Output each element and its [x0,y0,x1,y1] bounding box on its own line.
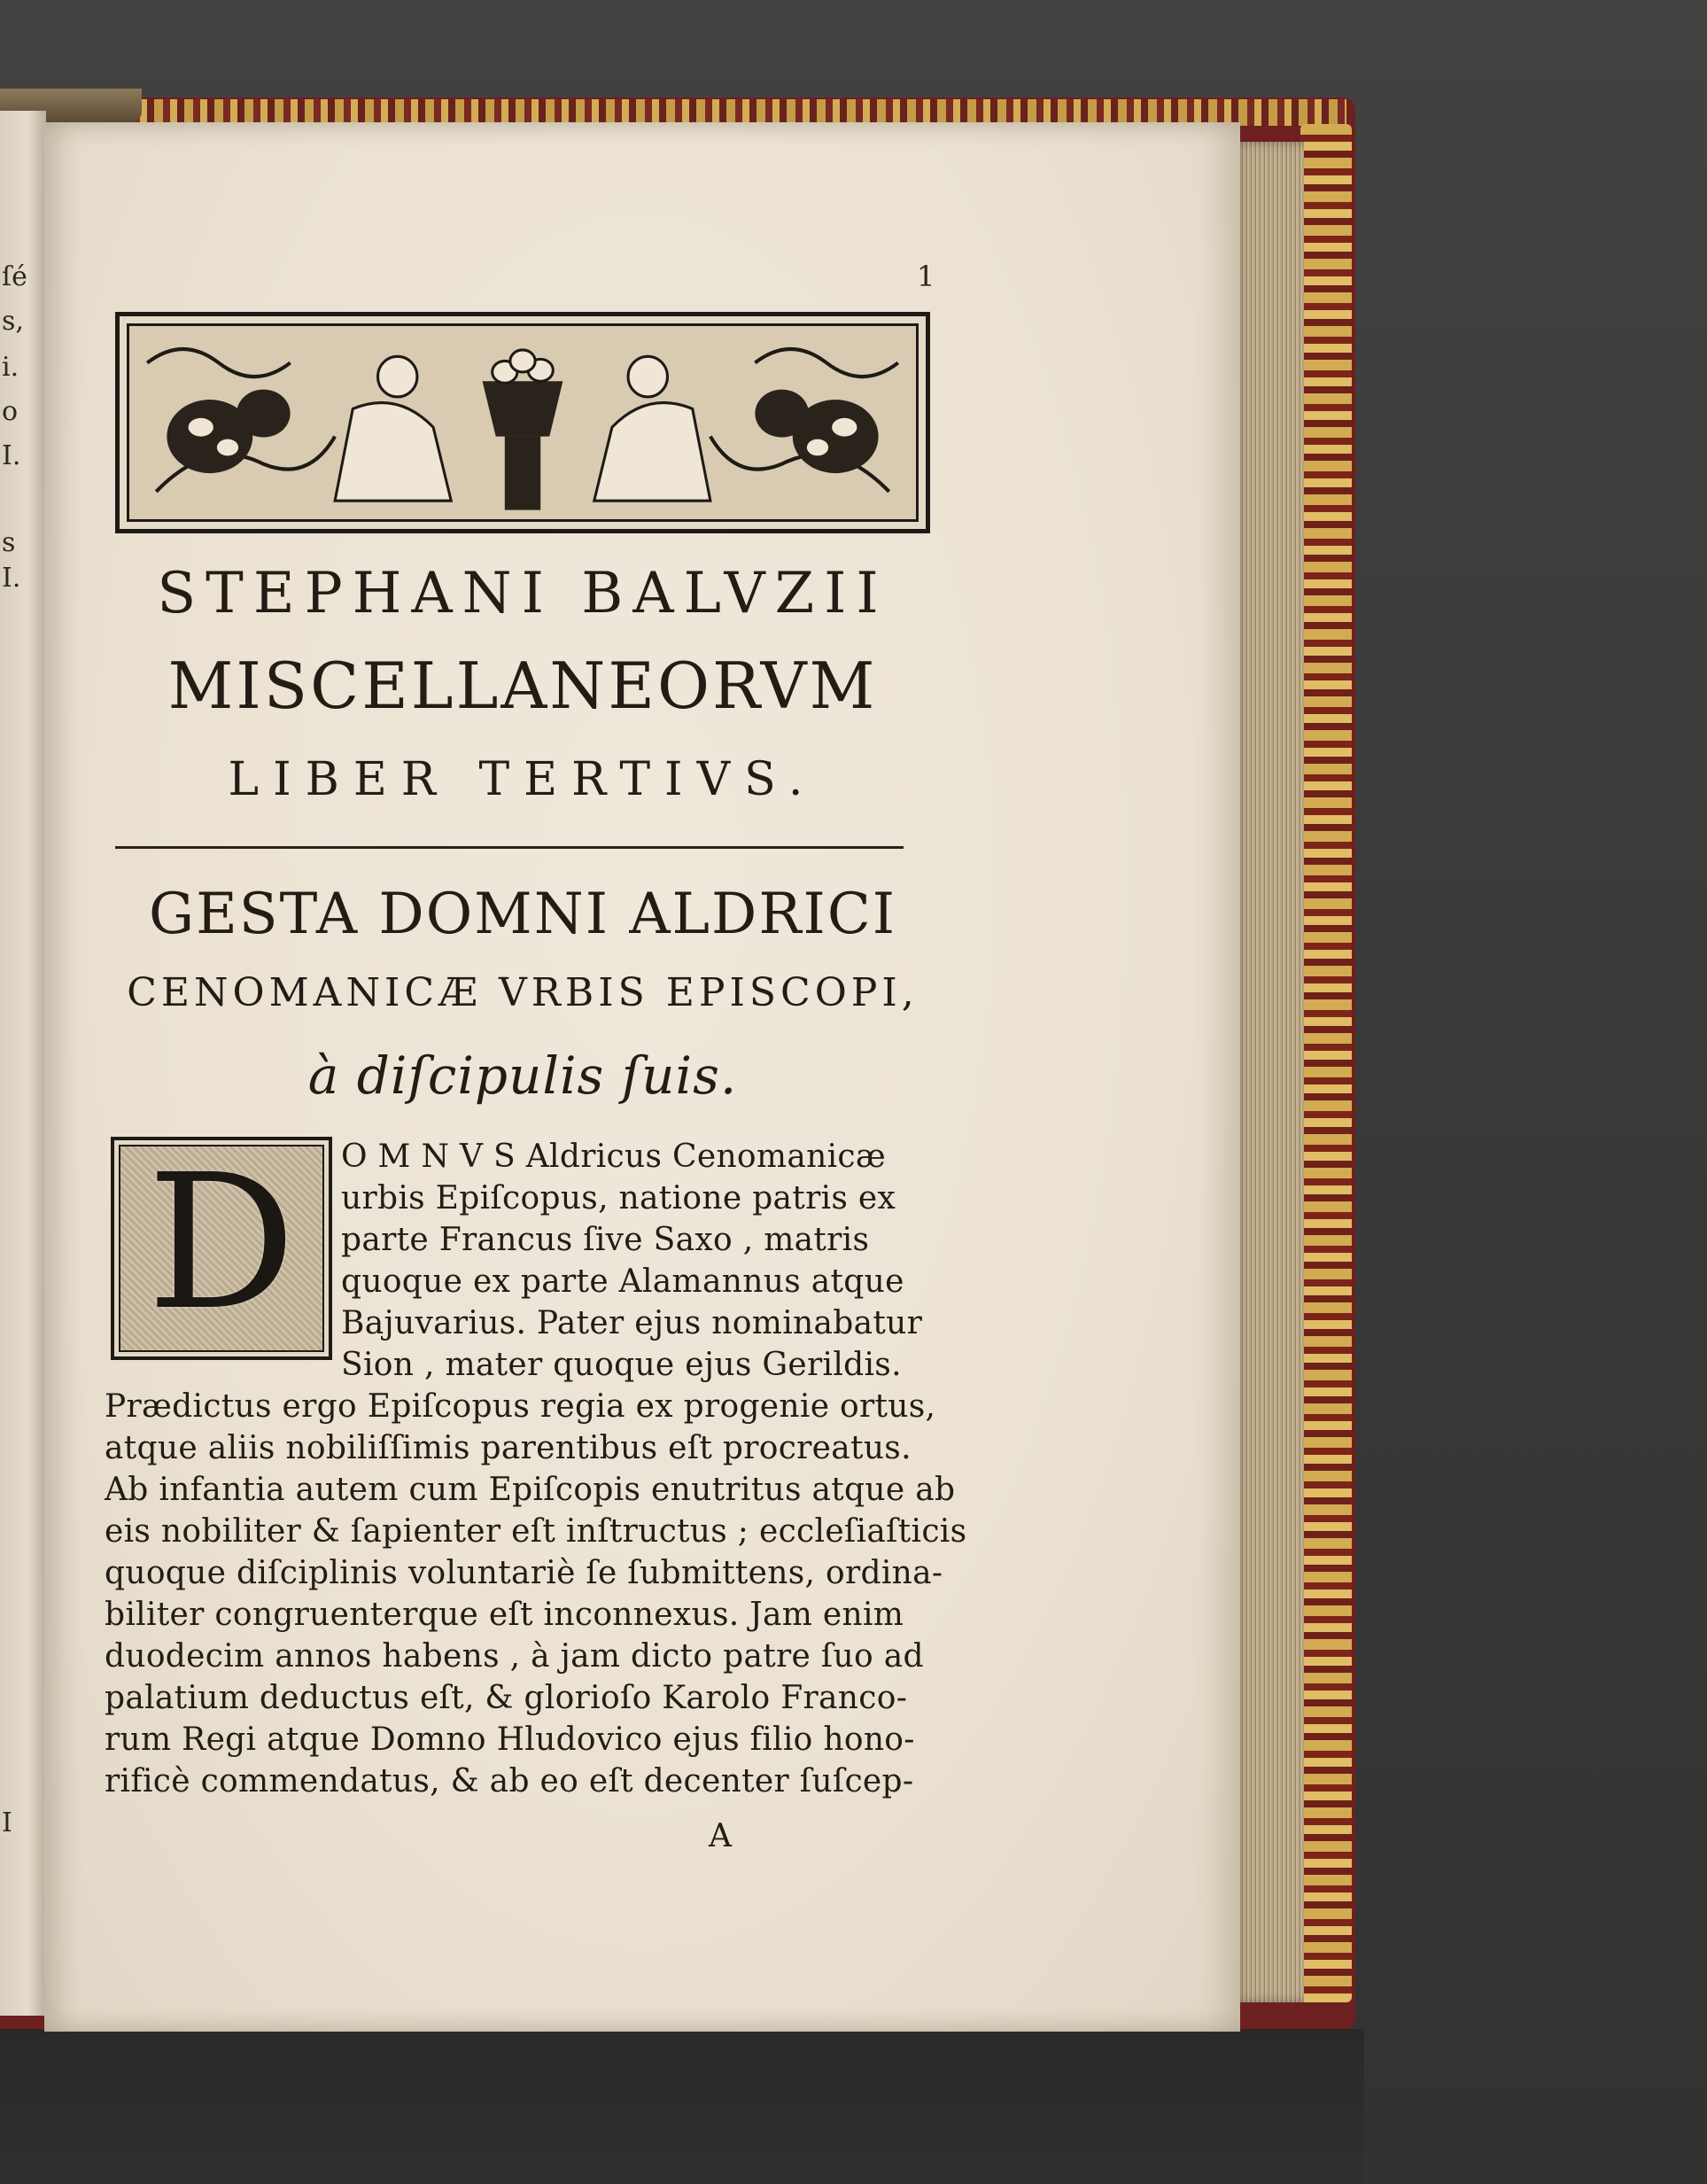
body-line: duodecim annos habens , à jam dicto patre ſuo ad [105,1638,924,1675]
signature-mark: A [709,1818,732,1854]
body-line: rum Regi atque Domno Hludovico ejus filio hono- [105,1722,915,1758]
title-line-1: STEPHANI BALVZII [157,561,888,626]
body-line: parte Francus ſive Saxo , matris [341,1222,870,1258]
left-page-fragment: I [2,1807,12,1838]
headpiece-ornament-icon [129,326,916,519]
left-page-fragment: s [2,527,16,558]
left-page-edge [0,111,46,2016]
body-line: quoque diſciplinis voluntariè ſe ſubmittens, ordina- [105,1555,943,1591]
left-page-fragment: ſé [2,261,27,292]
body-line: atque aliis nobiliſſimis parentibus eſt procreatus. [105,1430,912,1466]
chapter-attribution: à diſcipulis ſuis. [307,1045,738,1106]
body-line: rificè commendatus, & ab eo eſt decenter ſuſcep- [105,1763,914,1799]
body-line: Sion , mater quoque ejus Gerildis. [341,1347,902,1383]
horizontal-rule [115,846,904,849]
left-page-fragment: I. [2,563,21,594]
body-line: palatium deductus eſt, & glorioſo Karolo Franco- [105,1680,908,1716]
body-line: Bajuvarius. Pater ejus nominabatur [341,1305,923,1341]
body-line: eis nobiliter & ſapienter eſt inſtructus ; eccleſiaſticis [105,1513,967,1550]
woodcut-headpiece [115,312,930,533]
left-page-fragment: i. [2,352,19,383]
table-shadow [0,2029,1364,2184]
title-line-2: MISCELLANEORVM [167,649,878,723]
body-line: quoque ex parte Alamannus atque [341,1263,904,1300]
left-page-fragment: s, [2,306,24,337]
page-block-edges [1231,142,1304,2002]
gilt-fore-edge [1300,124,1352,2002]
body-line: Ab infantia autem cum Epiſcopis enutritus atque ab [105,1472,956,1508]
chapter-subheading: CENOMANICÆ VRBIS EPISCOPI, [127,970,919,1015]
chapter-heading: GESTA DOMNI ALDRICI [148,882,897,947]
body-line: biliter congruenterque eſt inconnexus. Jam enim [105,1597,904,1633]
body-line: O M N V S Aldricus Cenomanicæ [341,1139,887,1175]
page-number: 1 [917,260,935,293]
decorated-initial [111,1134,332,1360]
initial-letter: D [146,1134,297,1351]
left-page-fragment: I. [2,440,21,471]
title-line-3: LIBER TERTIVS. [228,753,818,806]
left-page-fragment: o [2,396,19,427]
body-line: Prædictus ergo Epiſcopus regia ex progenie ortus, [105,1388,936,1425]
body-line: urbis Epiſcopus, natione patris ex [341,1180,896,1216]
